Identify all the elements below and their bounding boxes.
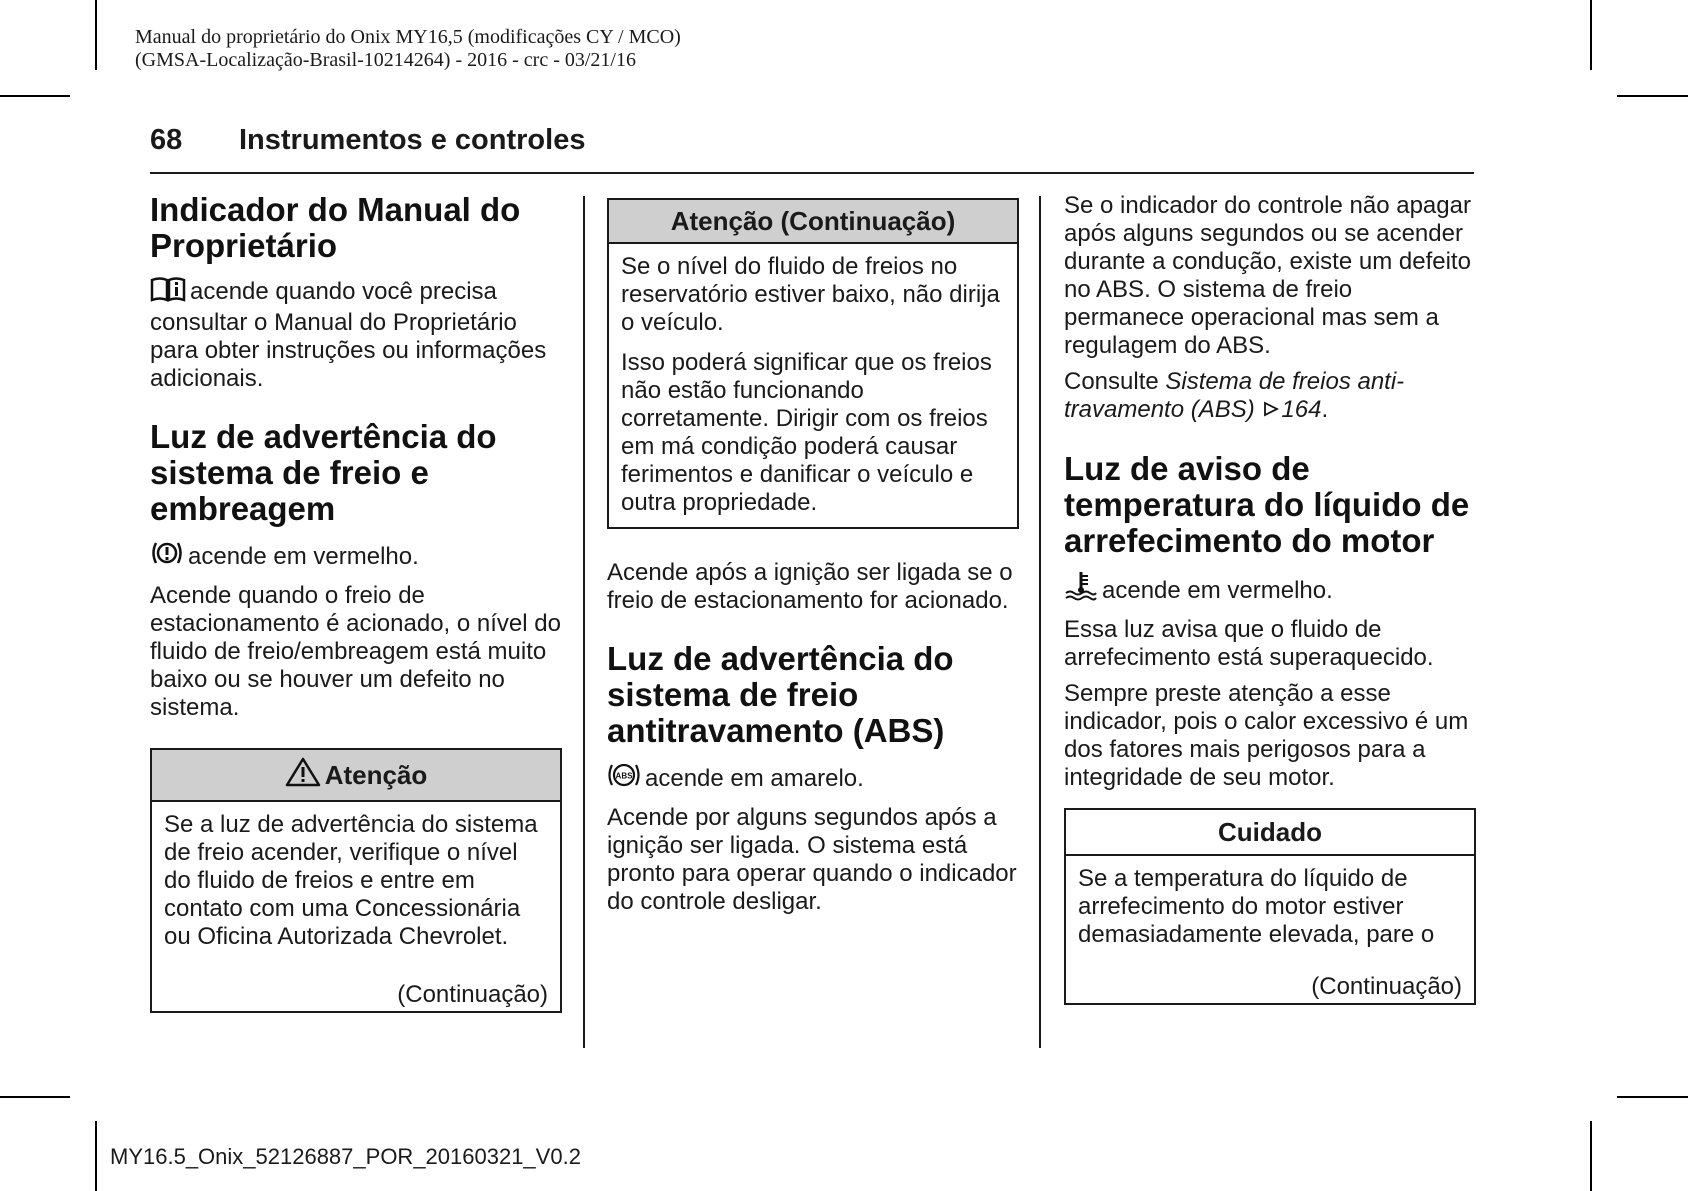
crop-mark <box>0 95 70 97</box>
manual-indicator-text <box>150 276 564 393</box>
abs-lamp-color: acende em amarelo. <box>645 765 864 792</box>
crop-mark <box>1617 1096 1688 1098</box>
abs-lamp-line <box>607 761 1019 796</box>
reference-page[interactable]: 164 <box>1281 396 1322 423</box>
continuation-label: (Continuação) <box>1311 973 1462 1000</box>
warning-box <box>150 748 562 1013</box>
abs-description: Acende por alguns segundos após a ignição ser ligada. O sistema está pronto para operar quando o indicador do controle desligar. <box>607 804 1017 915</box>
cross-reference: Consulte Sistema de freios anti-travamento (ABS) 164. <box>1064 368 1405 423</box>
warning-triangle-icon <box>285 757 321 793</box>
heading-manual-indicator: Indicador do Manual do Proprietário <box>150 191 521 264</box>
brake-warning-icon <box>150 539 184 574</box>
warning-box-body: Se a luz de advertência do sistema de freio acender, verifique o nível do fluido de freios e entre em contato com uma Concessionária ou Oficina Autorizada Chevrolet. <box>164 811 538 950</box>
brake-lamp-color: acende em vermelho. <box>188 543 419 570</box>
warning-continued-box <box>607 198 1019 529</box>
column-2 <box>607 192 1019 916</box>
coolant-advice: Sempre preste atenção a esse indicador, pois o calor excessivo é um dos fatores mais perigosos para a integridade de seu motor. <box>1064 680 1469 791</box>
coolant-lamp-color: acende em vermelho. <box>1102 577 1333 604</box>
column-3 <box>1064 192 1476 1005</box>
heading-abs: Luz de advertência do sistema de freio antitravamento (ABS) <box>607 640 954 749</box>
coolant-temperature-icon <box>1064 571 1098 608</box>
print-metadata <box>135 26 681 72</box>
column-1 <box>150 192 564 1013</box>
warning-continued-paragraph: Isso poderá significar que os freios não estão funcionando corretamente. Dirigir com os freios em má condição poderá causar ferimentos e danificar o veículo e outra propriedade. <box>621 349 992 516</box>
page-number: 68 <box>150 124 183 156</box>
brake-description: Acende quando o freio de estacionamento é acionado, o nível do fluido de freio/embreagem está muito baixo ou se houver um defeito no sistema. <box>150 582 561 721</box>
crop-mark <box>1590 1121 1592 1191</box>
continuation-label: (Continuação) <box>397 981 548 1008</box>
crop-mark <box>95 0 97 70</box>
crop-mark <box>95 1121 97 1191</box>
crop-mark <box>1590 0 1592 70</box>
running-head <box>150 124 1474 174</box>
coolant-description: Essa luz avisa que o fluido de arrefecimento está superaquecido. <box>1064 616 1434 671</box>
page-reference-icon <box>1263 397 1279 425</box>
brake-lamp-line <box>150 539 564 574</box>
column-divider <box>583 196 585 1048</box>
abs-warning-icon <box>607 761 641 796</box>
warning-continued-paragraph: Se o nível do fluido de freios no reservatório estiver baixo, não dirija o veículo. <box>621 253 1000 336</box>
svg-text:ABS: ABS <box>615 771 633 781</box>
caution-box-title: Cuidado <box>1066 810 1474 856</box>
abs-fault-text: Se o indicador do controle não apagar após alguns segundos ou se acender durante a condução, existe um defeito no ABS. O sistema de freio permanece operacional mas sem a regulagem do ABS. <box>1064 192 1471 359</box>
manual-indicator-description: acende quando você precisa consultar o Manual do Proprietário para obter instruções ou informações adicionais. <box>150 278 547 392</box>
crop-mark <box>0 1096 70 1098</box>
meta-line: Manual do proprietário do Onix MY16,5 (modificações CY / MCO) <box>135 26 681 48</box>
meta-line: (GMSA-Localização-Brasil-10214264) - 2016 - crc - 03/21/16 <box>135 49 636 71</box>
after-box-text: Acende após a ignição ser ligada se o freio de estacionamento for acionado. <box>607 559 1013 614</box>
heading-brake-clutch: Luz de advertência do sistema de freio e embreagem <box>150 418 497 527</box>
warning-continued-body <box>609 244 1017 527</box>
reference-title[interactable]: Sistema de freios anti-travamento (ABS) <box>1064 368 1405 423</box>
crop-mark <box>1617 95 1688 97</box>
coolant-lamp-line <box>1064 571 1476 608</box>
heading-coolant-temp: Luz de aviso de temperatura do líquido de arrefecimento do motor <box>1064 450 1470 559</box>
reference-prefix: Consulte <box>1064 368 1159 395</box>
owner-manual-book-icon <box>150 276 186 309</box>
section-title: Instrumentos e controles <box>239 124 586 156</box>
warning-title-text: Atenção <box>324 760 428 790</box>
warning-box-title <box>152 750 560 802</box>
document-id: MY16.5_Onix_52126887_POR_20160321_V0.2 <box>110 1144 581 1169</box>
warning-continued-title: Atenção (Continuação) <box>609 200 1017 244</box>
caution-box-body: Se a temperatura do líquido de arrefecimento do motor estiver demasiadamente elevada, pare o <box>1078 865 1435 948</box>
column-divider <box>1039 196 1041 1048</box>
caution-box <box>1064 808 1476 1005</box>
